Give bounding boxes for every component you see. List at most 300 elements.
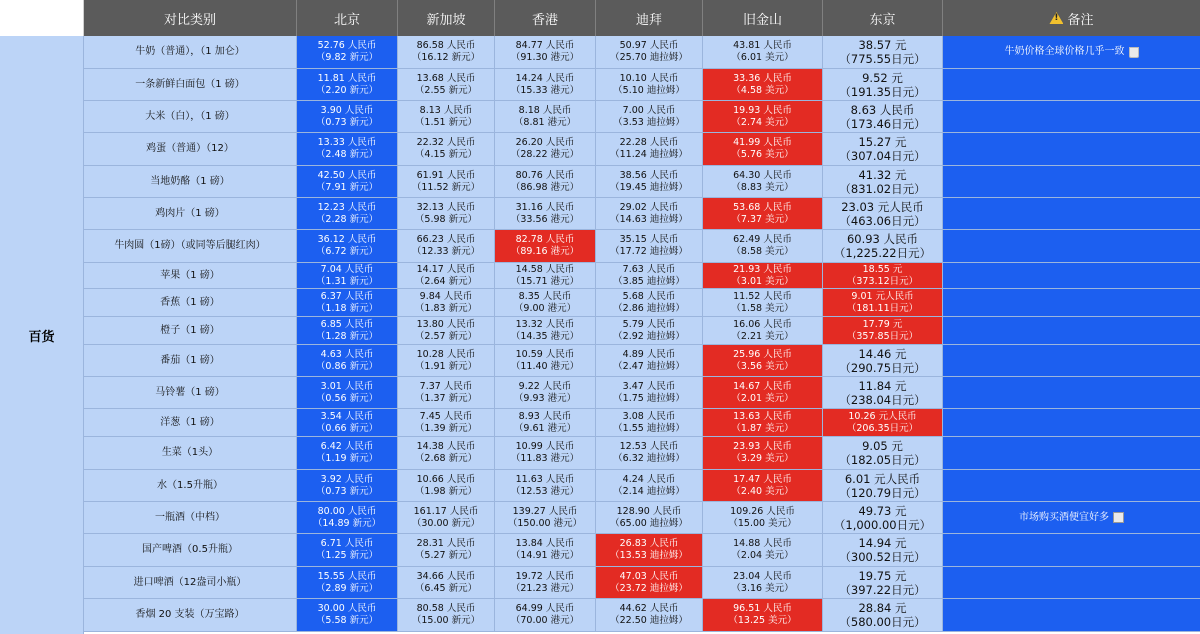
item-name-cell[interactable] [84, 470, 297, 501]
price-local: （357.85日元） [846, 330, 919, 342]
price-local: （300.52日元） [839, 550, 926, 564]
price-local: （1.31 新元） [315, 275, 379, 287]
price-local: （2.40 美元） [731, 485, 794, 497]
price-local: （9.00 港元） [513, 302, 577, 314]
price-cell-beijing[interactable] [297, 263, 398, 288]
price-cny: 13.63 人民币 [733, 410, 792, 422]
price-cell-beijing[interactable] [297, 599, 398, 631]
price-local: （13.25 美元） [728, 615, 797, 626]
price-local: （4.15 新元） [414, 149, 478, 160]
price-local: （580.00日元） [839, 615, 926, 629]
price-cny: 7.63 人民币 [622, 263, 676, 275]
price-cell-beijing[interactable] [297, 470, 398, 501]
table-row [84, 166, 1200, 198]
price-cell-hongkong[interactable] [495, 133, 596, 165]
item-name-cell[interactable] [84, 133, 297, 165]
price-local: （5.58 新元） [315, 615, 379, 626]
price-cell-singapore[interactable] [398, 36, 495, 68]
price-cell-singapore[interactable] [398, 470, 495, 501]
item-name-cell[interactable] [84, 502, 297, 533]
item-name-cell[interactable] [84, 599, 297, 631]
price-cny: 13.68 人民币 [416, 72, 476, 84]
note-cell[interactable] [943, 377, 1200, 408]
price-local: （1.91 新元） [414, 360, 478, 372]
header-notes-label: 备注 [1067, 12, 1094, 28]
price-cell-singapore[interactable] [398, 377, 495, 408]
price-local: （1.75 迪拉姆） [613, 392, 685, 404]
price-cny: 6.71 人民币 [320, 538, 374, 549]
item-name: 国产啤酒（0.5升瓶） [142, 544, 238, 555]
price-local: （1.18 新元） [315, 302, 379, 314]
price-local: （2.86 迪拉姆） [613, 302, 685, 314]
price-cny: 15.27 元 [858, 135, 907, 149]
price-cny: 3.08 人民币 [622, 410, 676, 422]
price-cell-hongkong[interactable] [495, 289, 596, 316]
item-name: 水（1.5升瓶） [157, 479, 223, 491]
category-label: 百货 [28, 329, 55, 345]
price-local: （1.58 美元） [731, 302, 794, 314]
price-local: （2.57 新元） [414, 330, 478, 342]
price-cell-singapore[interactable] [398, 345, 495, 376]
item-name-cell[interactable] [84, 289, 297, 316]
price-cell-san-francisco[interactable] [703, 198, 823, 229]
header-dubai[interactable]: 迪拜 [596, 0, 703, 36]
price-cell-dubai[interactable] [596, 69, 703, 100]
table-row [84, 198, 1200, 230]
price-cell-tokyo[interactable] [823, 198, 943, 229]
price-local: （0.56 新元） [315, 392, 379, 404]
price-cny: 50.97 人民币 [619, 40, 679, 51]
price-local: （14.91 港元） [510, 550, 580, 561]
price-cell-tokyo[interactable] [823, 133, 943, 165]
price-local: （2.89 新元） [315, 582, 379, 594]
price-cell-tokyo[interactable] [823, 409, 943, 436]
price-local: （3.85 迪拉姆） [613, 275, 685, 287]
item-name: 生菜（1头） [161, 447, 219, 458]
price-cell-dubai[interactable] [596, 377, 703, 408]
price-cny: 53.68 人民币 [733, 201, 792, 213]
price-cell-beijing[interactable] [297, 198, 398, 229]
price-local: （0.73 新元） [315, 485, 379, 497]
price-cny: 3.90 人民币 [320, 104, 374, 116]
price-cell-singapore[interactable] [398, 69, 495, 100]
item-name: 鸡肉片（1 磅） [155, 207, 225, 219]
price-cell-san-francisco[interactable] [703, 133, 823, 165]
price-cell-beijing[interactable] [297, 377, 398, 408]
category-cell[interactable] [0, 36, 84, 634]
table-row [84, 470, 1200, 502]
price-local: （1.98 新元） [414, 485, 478, 497]
price-cell-san-francisco[interactable] [703, 567, 823, 598]
price-cell-beijing[interactable] [297, 567, 398, 598]
price-cell-dubai[interactable] [596, 567, 703, 598]
item-name: 大米（白），（1 磅） [145, 110, 235, 122]
price-cell-dubai[interactable] [596, 101, 703, 132]
price-local: （19.45 迪拉姆） [610, 181, 688, 193]
price-cny: 9.05 元 [862, 439, 903, 453]
price-cell-san-francisco[interactable] [703, 470, 823, 501]
price-cny: 8.35 人民币 [518, 290, 572, 302]
price-cell-san-francisco[interactable] [703, 502, 823, 533]
price-cell-beijing[interactable] [297, 409, 398, 436]
price-local: （9.61 港元） [513, 422, 577, 434]
note-cell[interactable] [943, 409, 1200, 436]
item-name-cell[interactable] [84, 198, 297, 229]
note-cell[interactable] [943, 317, 1200, 344]
table-row [84, 289, 1200, 317]
price-cell-beijing[interactable] [297, 345, 398, 376]
price-local: （14.89 新元） [312, 517, 382, 529]
price-cell-beijing[interactable] [297, 166, 398, 197]
price-cell-dubai[interactable] [596, 534, 703, 566]
price-cell-dubai[interactable] [596, 502, 703, 533]
price-cell-hongkong[interactable] [495, 230, 596, 262]
price-cell-dubai[interactable] [596, 198, 703, 229]
price-cell-san-francisco[interactable] [703, 263, 823, 288]
price-cny: 41.99 人民币 [733, 137, 792, 148]
item-name-cell[interactable] [84, 263, 297, 288]
price-cny: 42.50 人民币 [317, 169, 377, 181]
corner-cell[interactable] [0, 0, 84, 36]
note-cell[interactable] [943, 502, 1200, 533]
price-cell-beijing[interactable] [297, 133, 398, 165]
item-name-cell[interactable] [84, 567, 297, 598]
table-row [84, 377, 1200, 409]
price-local: （11.24 迪拉姆） [610, 149, 688, 160]
price-cell-san-francisco[interactable] [703, 437, 823, 469]
price-cny: 3.92 人民币 [320, 473, 374, 485]
price-cell-dubai[interactable] [596, 345, 703, 376]
item-name: 苹果（1 磅） [160, 269, 220, 281]
note-cell[interactable] [943, 69, 1200, 100]
price-cny: 26.83 人民币 [619, 538, 679, 549]
price-local: （4.58 美元） [731, 84, 794, 96]
price-cny: 30.00 人民币 [317, 603, 377, 614]
item-name-cell[interactable] [84, 69, 297, 100]
price-cny: 6.01 元人民币 [844, 471, 921, 486]
price-cell-singapore[interactable] [398, 166, 495, 197]
price-cell-beijing[interactable] [297, 502, 398, 533]
note-cell[interactable] [943, 101, 1200, 132]
header-notes[interactable] [943, 0, 1200, 36]
price-cell-beijing[interactable] [297, 289, 398, 316]
note-cell[interactable] [943, 36, 1200, 68]
price-cell-san-francisco[interactable] [703, 599, 823, 631]
item-name-cell[interactable] [84, 166, 297, 197]
price-cny: 44.62 人民币 [619, 603, 679, 614]
price-cell-singapore[interactable] [398, 230, 495, 262]
price-local: （6.72 新元） [315, 246, 379, 257]
price-cell-hongkong[interactable] [495, 69, 596, 100]
price-cell-beijing[interactable] [297, 230, 398, 262]
price-cell-tokyo[interactable] [823, 377, 943, 408]
price-cny: 19.75 元 [858, 568, 907, 583]
price-cell-san-francisco[interactable] [703, 166, 823, 197]
price-cny: 38.56 人民币 [619, 169, 679, 181]
price-cny: 9.01 元人民币 [851, 290, 914, 302]
price-cell-hongkong[interactable] [495, 470, 596, 501]
note-cell[interactable] [943, 166, 1200, 197]
note-cell[interactable] [943, 133, 1200, 165]
price-cny: 5.68 人民币 [622, 290, 676, 302]
price-local: （3.29 美元） [731, 453, 794, 464]
price-cny: 18.55 元 [862, 263, 903, 275]
price-local: （1.87 美元） [731, 422, 794, 434]
price-local: （6.01 美元） [731, 52, 794, 63]
header-beijing[interactable]: 北京 [297, 0, 398, 36]
price-cell-hongkong[interactable] [495, 502, 596, 533]
price-local: （0.86 新元） [315, 360, 379, 372]
header-san-francisco[interactable]: 旧金山 [703, 0, 823, 36]
price-cell-hongkong[interactable] [495, 166, 596, 197]
header-hongkong[interactable]: 香港 [495, 0, 596, 36]
price-local: （11.40 港元） [510, 360, 580, 372]
price-cell-beijing[interactable] [297, 101, 398, 132]
price-cell-beijing[interactable] [297, 534, 398, 566]
item-name-cell[interactable] [84, 101, 297, 132]
price-cny: 31.16 人民币 [515, 201, 575, 213]
price-cell-san-francisco[interactable] [703, 230, 823, 262]
price-cell-beijing[interactable] [297, 36, 398, 68]
price-cell-tokyo[interactable] [823, 166, 943, 197]
price-cell-san-francisco[interactable] [703, 409, 823, 436]
price-cell-hongkong[interactable] [495, 534, 596, 566]
price-cny: 11.63 人民币 [515, 473, 575, 485]
price-cell-hongkong[interactable] [495, 409, 596, 436]
price-cell-dubai[interactable] [596, 230, 703, 262]
header-tokyo[interactable]: 东京 [823, 0, 943, 36]
price-cell-beijing[interactable] [297, 69, 398, 100]
price-cell-tokyo[interactable] [823, 502, 943, 533]
price-local: （2.55 新元） [414, 84, 478, 96]
price-local: （2.14 迪拉姆） [613, 485, 685, 497]
price-cny: 17.79 元 [862, 318, 903, 330]
price-cny: 19.72 人民币 [515, 570, 575, 582]
table-row [84, 534, 1200, 567]
price-local: （7.91 新元） [315, 181, 379, 193]
price-cny: 80.58 人民币 [416, 603, 476, 614]
price-cny: 4.63 人民币 [320, 348, 374, 360]
note-line [1019, 512, 1124, 524]
price-cny: 11.81 人民币 [317, 72, 377, 84]
price-cell-tokyo[interactable] [823, 317, 943, 344]
price-cny: 10.66 人民币 [416, 473, 476, 485]
price-cny: 49.73 元 [858, 503, 907, 518]
note-cell[interactable] [943, 567, 1200, 598]
price-local: （15.00 新元） [411, 615, 481, 626]
price-cny: 28.84 元 [858, 601, 907, 615]
note-cell[interactable] [943, 345, 1200, 376]
item-name-cell[interactable] [84, 345, 297, 376]
note-cell[interactable] [943, 263, 1200, 288]
price-cny: 14.24 人民币 [515, 72, 575, 84]
price-cny: 15.55 人民币 [317, 570, 377, 582]
price-cell-tokyo[interactable] [823, 534, 943, 566]
note-cell[interactable] [943, 534, 1200, 566]
price-cny: 22.28 人民币 [619, 137, 679, 148]
price-cell-singapore[interactable] [398, 409, 495, 436]
price-local: （150.00 港元） [507, 517, 583, 529]
price-local: （120.79日元） [839, 485, 926, 500]
price-cell-san-francisco[interactable] [703, 69, 823, 100]
price-cell-dubai[interactable] [596, 36, 703, 68]
price-cell-singapore[interactable] [398, 534, 495, 566]
price-cell-singapore[interactable] [398, 599, 495, 631]
price-cell-hongkong[interactable] [495, 599, 596, 631]
price-cell-tokyo[interactable] [823, 230, 943, 262]
item-name-cell[interactable] [84, 230, 297, 262]
item-name-cell[interactable] [84, 534, 297, 566]
price-local: （15.33 港元） [510, 84, 580, 96]
header-category[interactable]: 对比类别 [84, 0, 297, 36]
price-cell-tokyo[interactable] [823, 101, 943, 132]
price-cell-dubai[interactable] [596, 166, 703, 197]
price-cell-hongkong[interactable] [495, 567, 596, 598]
price-cny: 21.93 人民币 [733, 263, 792, 275]
price-cny: 3.47 人民币 [622, 380, 676, 392]
price-cell-san-francisco[interactable] [703, 534, 823, 566]
price-cell-dubai[interactable] [596, 263, 703, 288]
price-local: （17.72 迪拉姆） [610, 246, 688, 257]
price-cell-dubai[interactable] [596, 599, 703, 631]
price-cell-dubai[interactable] [596, 470, 703, 501]
item-name-cell[interactable] [84, 36, 297, 68]
price-cell-singapore[interactable] [398, 263, 495, 288]
price-cny: 82.78 人民币 [515, 234, 575, 245]
price-cell-singapore[interactable] [398, 317, 495, 344]
price-cell-tokyo[interactable] [823, 345, 943, 376]
price-cell-beijing[interactable] [297, 437, 398, 469]
note-text: 牛奶价格全球价格几乎一致 [1004, 46, 1125, 57]
price-cny: 7.00 人民币 [622, 104, 676, 116]
price-cell-singapore[interactable] [398, 198, 495, 229]
price-cell-dubai[interactable] [596, 133, 703, 165]
item-name: 番茄（1 磅） [160, 354, 220, 366]
price-cell-tokyo[interactable] [823, 69, 943, 100]
price-cell-dubai[interactable] [596, 437, 703, 469]
price-cny: 23.04 人民币 [733, 570, 792, 582]
price-local: （30.00 新元） [411, 517, 481, 529]
price-cell-hongkong[interactable] [495, 198, 596, 229]
price-cell-san-francisco[interactable] [703, 377, 823, 408]
price-cell-singapore[interactable] [398, 289, 495, 316]
item-name: 牛肉圆（1磅）（或同等后腿红肉） [114, 240, 266, 251]
price-cell-tokyo[interactable] [823, 263, 943, 288]
price-cell-singapore[interactable] [398, 133, 495, 165]
price-cell-hongkong[interactable] [495, 317, 596, 344]
note-cell[interactable] [943, 599, 1200, 631]
price-cell-san-francisco[interactable] [703, 101, 823, 132]
price-cell-hongkong[interactable] [495, 101, 596, 132]
price-local: （14.35 港元） [510, 330, 580, 342]
item-name: 香烟 20 支装（万宝路） [135, 609, 245, 620]
price-cny: 36.12 人民币 [317, 234, 377, 245]
price-cell-tokyo[interactable] [823, 599, 943, 631]
note-cell[interactable] [943, 289, 1200, 316]
price-local: （2.47 迪拉姆） [613, 360, 685, 372]
price-local: （9.93 港元） [513, 392, 577, 404]
item-name-cell[interactable] [84, 437, 297, 469]
price-cell-san-francisco[interactable] [703, 36, 823, 68]
price-cny: 35.15 人民币 [619, 234, 679, 245]
item-name: 马铃薯（1 磅） [155, 386, 225, 398]
price-cell-hongkong[interactable] [495, 437, 596, 469]
price-local: （22.50 迪拉姆） [610, 615, 688, 626]
item-name-cell[interactable] [84, 377, 297, 408]
price-cny: 13.80 人民币 [416, 318, 476, 330]
price-cell-singapore[interactable] [398, 101, 495, 132]
price-cell-san-francisco[interactable] [703, 345, 823, 376]
note-cell[interactable] [943, 437, 1200, 469]
table-row [84, 345, 1200, 377]
price-local: （181.11日元） [846, 302, 919, 314]
price-local: （33.56 港元） [510, 213, 580, 225]
header-singapore[interactable]: 新加坡 [398, 0, 495, 36]
price-cell-singapore[interactable] [398, 502, 495, 533]
price-local: （2.68 新元） [414, 453, 478, 464]
table-row [84, 101, 1200, 133]
price-cell-dubai[interactable] [596, 409, 703, 436]
price-cell-tokyo[interactable] [823, 567, 943, 598]
note-cell[interactable] [943, 470, 1200, 501]
price-cell-san-francisco[interactable] [703, 289, 823, 316]
note-cell[interactable] [943, 230, 1200, 262]
price-cny: 6.85 人民币 [320, 318, 374, 330]
price-cell-tokyo[interactable] [823, 437, 943, 469]
price-local: （2.04 美元） [731, 550, 794, 561]
price-cell-dubai[interactable] [596, 317, 703, 344]
price-cell-beijing[interactable] [297, 317, 398, 344]
price-local: （3.16 美元） [731, 582, 794, 594]
price-cell-tokyo[interactable] [823, 470, 943, 501]
price-cny: 11.84 元 [858, 378, 907, 393]
price-local: （23.72 迪拉姆） [610, 582, 688, 594]
price-local: （9.82 新元） [315, 52, 379, 63]
price-cell-tokyo[interactable] [823, 289, 943, 316]
price-local: （1,225.22日元） [833, 246, 932, 260]
price-local: （3.01 美元） [731, 275, 794, 287]
price-cell-tokyo[interactable] [823, 36, 943, 68]
price-cell-singapore[interactable] [398, 567, 495, 598]
item-name-cell[interactable] [84, 409, 297, 436]
item-name-cell[interactable] [84, 317, 297, 344]
price-local: （7.37 美元） [731, 213, 794, 225]
table-row [84, 567, 1200, 599]
price-cell-singapore[interactable] [398, 437, 495, 469]
price-cny: 11.52 人民币 [733, 290, 792, 302]
price-cell-hongkong[interactable] [495, 345, 596, 376]
price-cell-dubai[interactable] [596, 289, 703, 316]
price-cny: 14.58 人民币 [515, 263, 575, 275]
price-cny: 128.90 人民币 [616, 505, 682, 517]
note-cell[interactable] [943, 198, 1200, 229]
price-cell-hongkong[interactable] [495, 263, 596, 288]
price-local: （831.02日元） [839, 181, 926, 196]
price-cny: 10.10 人民币 [619, 72, 679, 84]
price-local: （89.16 港元） [510, 246, 580, 257]
chart-icon [1113, 512, 1124, 523]
price-cell-hongkong[interactable] [495, 36, 596, 68]
price-cny: 161.17 人民币 [413, 505, 479, 517]
price-cell-hongkong[interactable] [495, 377, 596, 408]
price-cny: 8.93 人民币 [518, 410, 572, 422]
price-local: （8.81 港元） [513, 116, 577, 128]
price-local: （5.76 美元） [731, 149, 794, 160]
table-body [84, 36, 1200, 634]
price-cell-san-francisco[interactable] [703, 317, 823, 344]
price-cny: 14.17 人民币 [416, 263, 476, 275]
table-row [84, 230, 1200, 263]
